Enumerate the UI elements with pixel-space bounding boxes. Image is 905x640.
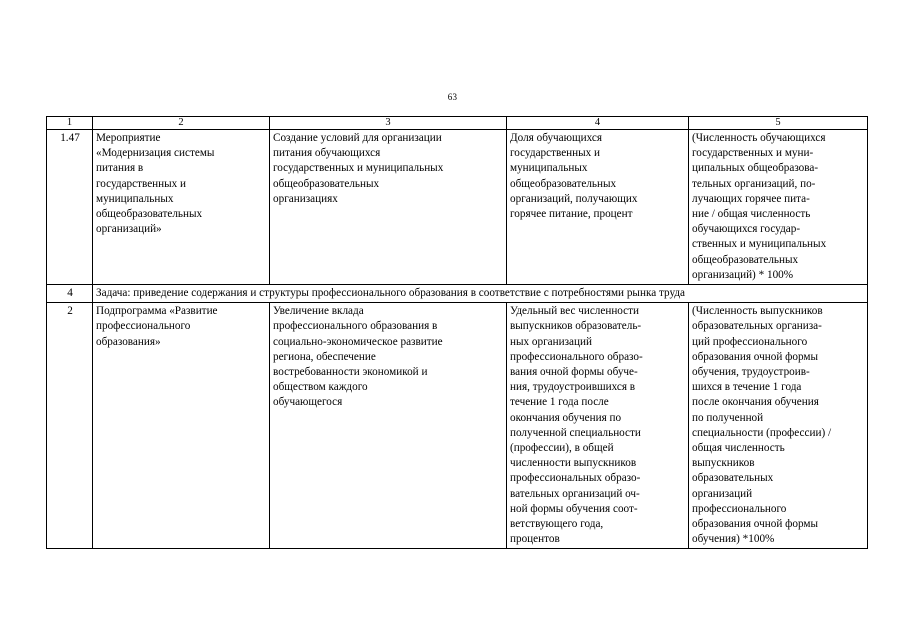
row-number: 1.47 [47,130,93,285]
row-number: 4 [47,285,93,303]
formula-cell: (Численность обучающихся государственных и муни- ципальных общеобразова- тельных организаций, по- лучающих горячее пита- ние / общая численность обучающихся государ- ственных и муниципальных общеобразовательных организаций) * 100% [689,130,868,285]
formula-cell: (Численность выпускников образовательных организа- ций профессионального образования очной формы обучения, трудоустроив- шихся в течение 1 года после окончания обучения по полученной специальности (профессии) / общая численность выпускников образовательных организаций профессионального образования очной формы обучения) *100% [689,303,868,549]
header-cell-2: 2 [93,117,270,130]
header-cell-1: 1 [47,117,93,130]
header-cell-4: 4 [507,117,689,130]
header-cell-3: 3 [270,117,507,130]
task-text-cell: Задача: приведение содержания и структуры профессионального образования в соответствие с потребностями рынка труда [93,285,868,303]
goal-cell: Увеличение вклада профессионального образования в социально-экономическое развитие региона, обеспечение востребованности экономикой и обществом каждого обучающегося [270,303,507,549]
indicator-cell: Доля обучающихся государственных и муниципальных общеобразовательных организаций, получающих горячее питание, процент [507,130,689,285]
indicators-table [46,116,868,549]
indicator-cell: Удельный вес численности выпускников образователь- ных организаций профессионального образо- вания очной формы обуче- ния, трудоустроившихся в течение 1 года после окончания обучения по полученной специальности (профессии), в общей численности выпускников профессиональных образо- вательных организаций оч- ной формы обучения соот- ветствующего года, процентов [507,303,689,549]
header-cell-5: 5 [689,117,868,130]
goal-cell: Создание условий для организации питания обучающихся государственных и муниципальных общеобразовательных организациях [270,130,507,285]
table-header-row [47,117,868,130]
table-row [47,303,868,549]
task-row [47,285,868,303]
page-number: 63 [447,92,458,102]
row-number: 2 [47,303,93,549]
table-row [47,130,868,285]
measure-name-cell: Мероприятие «Модернизация системы питания в государственных и муниципальных общеобразовательных организаций» [93,130,270,285]
measure-name-cell: Подпрограмма «Развитие профессионального образования» [93,303,270,549]
